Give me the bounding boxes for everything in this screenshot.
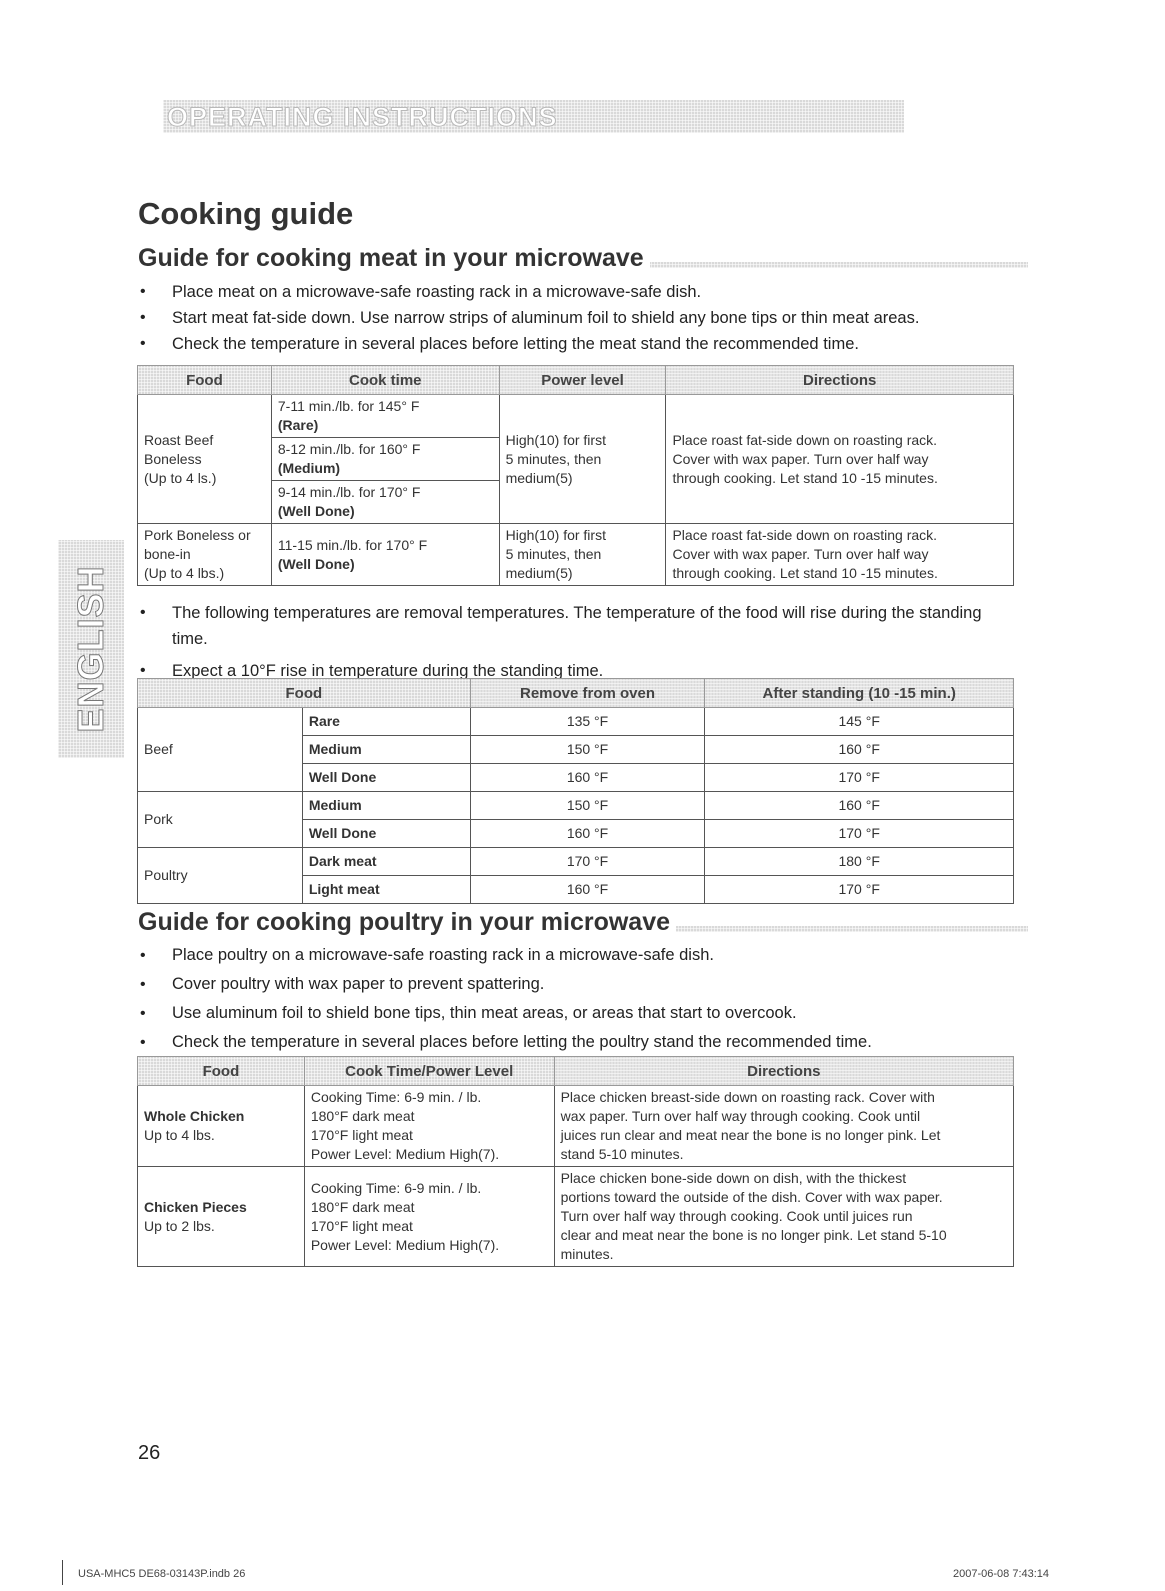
- table-header: After standing (10 -15 min.): [705, 679, 1014, 708]
- table-header: Remove from oven: [470, 679, 705, 708]
- doneness-cell: Medium: [302, 736, 470, 764]
- table-header: Directions: [666, 366, 1014, 395]
- table-header-row: [138, 1057, 1014, 1086]
- cook-time-cell: Cooking Time: 6-9 min. / lb. 180°F dark meat 170°F light meat Power Level: Medium High(7).: [304, 1086, 554, 1167]
- food-cell: Beef: [138, 708, 303, 792]
- table-header-row: [138, 679, 1014, 708]
- food-cell: Whole Chicken Up to 4 lbs.: [138, 1086, 305, 1167]
- remove-temp-cell: 160 °F: [470, 876, 705, 904]
- list-item: • Check the temperature in several places before letting the meat stand the recommended time.: [138, 331, 1018, 357]
- after-temp-cell: 145 °F: [705, 708, 1014, 736]
- language-tab: [58, 540, 124, 758]
- banner-text: OPERATING INSTRUCTIONS: [167, 102, 558, 132]
- table-row: [138, 395, 1014, 438]
- meat-cooking-table: [137, 365, 1014, 586]
- remove-temp-cell: 150 °F: [470, 736, 705, 764]
- poultry-section-heading: Guide for cooking poultry in your microwave: [138, 908, 1028, 938]
- cook-time-cell: 7-11 min./lb. for 145° F (Rare): [271, 395, 499, 438]
- table-row: [138, 1086, 1014, 1167]
- table-row: [138, 848, 1014, 876]
- food-cell: Poultry: [138, 848, 303, 904]
- directions-cell: Place roast fat-side down on roasting rack. Cover with wax paper. Turn over half way through cooking. Let stand 10 -15 minutes.: [666, 524, 1014, 586]
- remove-temp-cell: 170 °F: [470, 848, 705, 876]
- list-item: • Start meat fat-side down. Use narrow strips of aluminum foil to shield any bone tips or thin meat areas.: [138, 305, 1018, 331]
- temperature-table: [137, 678, 1014, 904]
- table-header-row: [138, 366, 1014, 395]
- directions-cell: Place roast fat-side down on roasting rack. Cover with wax paper. Turn over half way through cooking. Let stand 10 -15 minutes.: [666, 395, 1014, 524]
- footer-file-label: USA-MHC5 DE68-03143P.indb 26: [78, 1568, 246, 1580]
- food-cell: Pork Boneless or bone-in (Up to 4 lbs.): [138, 524, 272, 586]
- remove-temp-cell: 135 °F: [470, 708, 705, 736]
- language-tab-label: ENGLISH: [70, 565, 111, 733]
- after-temp-cell: 160 °F: [705, 736, 1014, 764]
- cook-time-cell: 8-12 min./lb. for 160° F (Medium): [271, 438, 499, 481]
- directions-cell: Place chicken bone-side down on dish, with the thickest portions toward the outside of the dish. Cover with wax paper. Turn over half way through cooking. Cook until juices run clear and meat near the bone is no longer pink. Let stand 5-10 minutes.: [554, 1167, 1013, 1267]
- doneness-cell: Well Done: [302, 820, 470, 848]
- page-number: 26: [138, 1442, 161, 1464]
- list-item: • Cover poultry with wax paper to prevent spattering.: [138, 970, 1018, 999]
- doneness-cell: Well Done: [302, 764, 470, 792]
- list-item: • Place poultry on a microwave-safe roasting rack in a microwave-safe dish.: [138, 941, 1018, 970]
- remove-temp-cell: 160 °F: [470, 764, 705, 792]
- list-item: • Use aluminum foil to shield bone tips, thin meat areas, or areas that start to overcook.: [138, 999, 1018, 1028]
- meat-section-heading: Guide for cooking meat in your microwave: [138, 244, 1028, 274]
- temperature-notes-list: [138, 600, 1018, 684]
- table-header: Cook Time/Power Level: [304, 1057, 554, 1086]
- table-header: Food: [138, 1057, 305, 1086]
- meat-bullet-list: [138, 279, 1018, 357]
- after-temp-cell: 160 °F: [705, 792, 1014, 820]
- table-row: [138, 524, 1014, 586]
- table-row: [138, 708, 1014, 736]
- table-header: Cook time: [271, 366, 499, 395]
- remove-temp-cell: 150 °F: [470, 792, 705, 820]
- doneness-cell: Medium: [302, 792, 470, 820]
- table-row: [138, 792, 1014, 820]
- power-level-cell: High(10) for first 5 minutes, then medium(5): [499, 524, 666, 586]
- food-cell: Chicken Pieces Up to 2 lbs.: [138, 1167, 305, 1267]
- after-temp-cell: 180 °F: [705, 848, 1014, 876]
- table-header: Food: [138, 679, 471, 708]
- cook-time-cell: 9-14 min./lb. for 170° F (Well Done): [271, 481, 499, 524]
- poultry-bullet-list: [138, 941, 1018, 1057]
- list-item: • Place meat on a microwave-safe roasting rack in a microwave-safe dish.: [138, 279, 1018, 305]
- table-row: [138, 1167, 1014, 1267]
- cook-time-cell: Cooking Time: 6-9 min. / lb. 180°F dark meat 170°F light meat Power Level: Medium High(7).: [304, 1167, 554, 1267]
- footer-timestamp: 2007-06-08 7:43:14: [953, 1568, 1050, 1580]
- food-cell: Pork: [138, 792, 303, 848]
- directions-cell: Place chicken breast-side down on roasting rack. Cover with wax paper. Turn over half way through cooking. Cook until juices run clear and meat near the bone is no longer pink. Let stand 5-10 minutes.: [554, 1086, 1013, 1167]
- list-item: • The following temperatures are removal temperatures. The temperature of the food will rise during the standing time.: [138, 600, 1018, 652]
- doneness-cell: Rare: [302, 708, 470, 736]
- table-header: Food: [138, 366, 272, 395]
- list-item: • Expect a 10°F rise in temperature during the standing time.: [138, 658, 1018, 684]
- doneness-cell: Light meat: [302, 876, 470, 904]
- poultry-cooking-table: [137, 1056, 1014, 1267]
- after-temp-cell: 170 °F: [705, 876, 1014, 904]
- page-title: Cooking guide: [138, 196, 354, 231]
- after-temp-cell: 170 °F: [705, 764, 1014, 792]
- section-banner: [163, 100, 904, 133]
- footer-divider: [62, 1560, 63, 1585]
- doneness-cell: Dark meat: [302, 848, 470, 876]
- table-header: Directions: [554, 1057, 1013, 1086]
- after-temp-cell: 170 °F: [705, 820, 1014, 848]
- power-level-cell: High(10) for first 5 minutes, then medium(5): [499, 395, 666, 524]
- list-item: • Check the temperature in several places before letting the poultry stand the recommended time.: [138, 1028, 1018, 1057]
- food-cell: Roast Beef Boneless (Up to 4 ls.): [138, 395, 272, 524]
- table-header: Power level: [499, 366, 666, 395]
- cook-time-cell: 11-15 min./lb. for 170° F (Well Done): [271, 524, 499, 586]
- remove-temp-cell: 160 °F: [470, 820, 705, 848]
